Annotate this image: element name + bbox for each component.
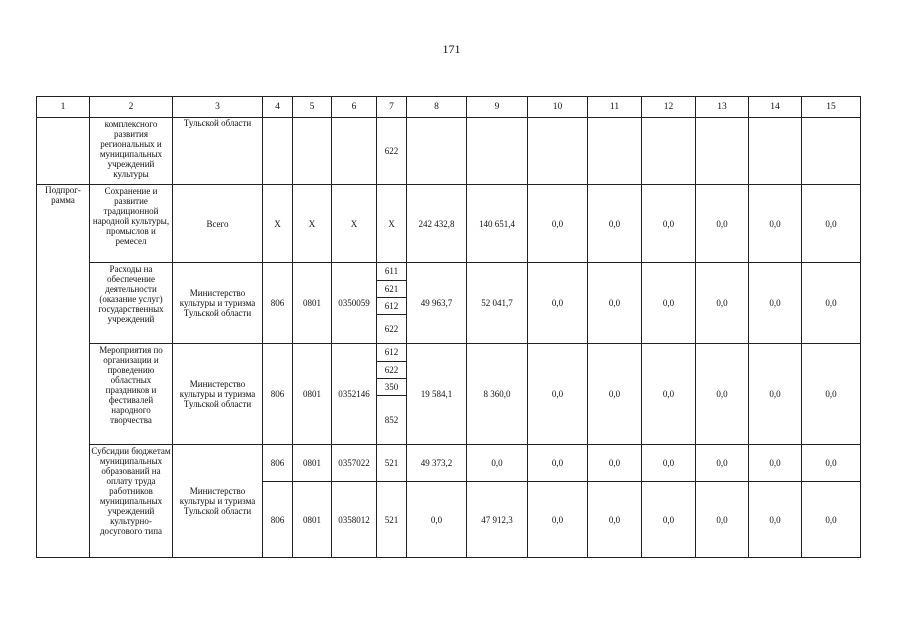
amount-cell: 0,0	[802, 445, 861, 482]
amount-cell: 0,0	[588, 344, 642, 445]
header-cell: 11	[588, 97, 642, 118]
amount-cell: 0,0	[696, 482, 749, 558]
table-row	[37, 263, 861, 344]
amount-cell: 0,0	[696, 263, 749, 344]
header-cell: 3	[173, 97, 263, 118]
amount-cell: 52 041,7	[467, 263, 528, 344]
table-cell	[293, 118, 332, 185]
page-number: 171	[442, 42, 461, 56]
amount-cell: 0,0	[588, 445, 642, 482]
subprogram-label-cell: Подпрог- рамма	[37, 185, 90, 558]
amount-cell: 0,0	[749, 263, 802, 344]
table-cell	[802, 118, 861, 185]
agency-cell: Министерство культуры и туризма Тульской области	[173, 344, 263, 445]
table-cell: Х	[293, 185, 332, 263]
agency-cell: Всего	[173, 185, 263, 263]
header-cell: 12	[642, 97, 696, 118]
amount-cell: 0,0	[802, 482, 861, 558]
amount-cell: 0,0	[588, 482, 642, 558]
table-cell: 806	[263, 263, 293, 344]
table-cell	[263, 118, 293, 185]
table-cell	[528, 118, 588, 185]
code-cell: 622	[377, 118, 407, 185]
table-cell: 806	[263, 445, 293, 482]
table-cell: Х	[332, 185, 377, 263]
header-cell: 9	[467, 97, 528, 118]
amount-cell: 0,0	[407, 482, 467, 558]
code-value: 350	[377, 379, 406, 396]
amount-cell: 0,0	[749, 445, 802, 482]
amount-cell: 0,0	[802, 263, 861, 344]
table-cell: 0358012	[332, 482, 377, 558]
amount-cell: 0,0	[749, 185, 802, 263]
code-stack-cell	[377, 344, 407, 445]
header-cell: 14	[749, 97, 802, 118]
table-cell: 0801	[293, 445, 332, 482]
header-cell: 13	[696, 97, 749, 118]
code-stack-cell	[377, 263, 407, 344]
amount-cell: 49 963,7	[407, 263, 467, 344]
amount-cell: 49 373,2	[407, 445, 467, 482]
amount-cell: 0,0	[749, 344, 802, 445]
agency-cell: Министерство культуры и туризма Тульской области	[173, 263, 263, 344]
table-cell	[642, 118, 696, 185]
agency-cell: Министерство культуры и туризма Тульской области	[173, 445, 263, 558]
code-value: 612	[377, 298, 406, 315]
table-cell	[749, 118, 802, 185]
table-row	[37, 118, 861, 185]
table-row	[37, 185, 861, 263]
code-value: 621	[377, 281, 406, 298]
table-cell: Х	[263, 185, 293, 263]
table-cell: 0801	[293, 344, 332, 445]
header-cell: 7	[377, 97, 407, 118]
table-cell	[467, 118, 528, 185]
table-cell: 0357022	[332, 445, 377, 482]
amount-cell: 0,0	[528, 263, 588, 344]
code-value: 612	[377, 344, 406, 362]
code-value: 611	[377, 263, 406, 281]
agency-cell: Тульской области	[173, 118, 263, 185]
amount-cell: 0,0	[528, 482, 588, 558]
amount-cell: 242 432,8	[407, 185, 467, 263]
amount-cell: 8 360,0	[467, 344, 528, 445]
table-cell: 0801	[293, 482, 332, 558]
code-value: 852	[384, 415, 399, 425]
table-row	[37, 445, 861, 482]
code-value: 622	[377, 362, 406, 379]
table-cell	[696, 118, 749, 185]
table-cell: 0352146	[332, 344, 377, 445]
header-cell: 4	[263, 97, 293, 118]
amount-cell: 0,0	[642, 263, 696, 344]
amount-cell: 0,0	[467, 445, 528, 482]
amount-cell: 0,0	[642, 445, 696, 482]
header-cell: 2	[90, 97, 173, 118]
budget-table	[36, 96, 861, 558]
header-cell: 15	[802, 97, 861, 118]
description-cell: Расходы на обеспечение деятельности (оказание услуг) государственных учреждений	[90, 263, 173, 344]
description-cell: комплексного развития региональных и муниципальных учреждений культуры	[90, 118, 173, 185]
header-cell: 5	[293, 97, 332, 118]
code-cell: 521	[377, 445, 407, 482]
amount-cell: 0,0	[696, 185, 749, 263]
amount-cell: 0,0	[696, 445, 749, 482]
table-cell: 0801	[293, 263, 332, 344]
header-cell: 6	[332, 97, 377, 118]
amount-cell: 0,0	[802, 185, 861, 263]
description-cell: Субсидии бюджетам муниципальных образований на оплату труда работников муниципальных учреждений культурно- досугового типа	[90, 445, 173, 558]
table-cell	[332, 118, 377, 185]
table-cell	[37, 118, 90, 185]
header-cell: 8	[407, 97, 467, 118]
header-cell: 1	[37, 97, 90, 118]
header-cell: 10	[528, 97, 588, 118]
amount-cell: 47 912,3	[467, 482, 528, 558]
code-cell: Х	[377, 185, 407, 263]
amount-cell: 19 584,1	[407, 344, 467, 445]
amount-cell: 0,0	[528, 185, 588, 263]
table-cell	[407, 118, 467, 185]
table-cell: 806	[263, 344, 293, 445]
amount-cell: 0,0	[642, 344, 696, 445]
amount-cell: 0,0	[588, 263, 642, 344]
amount-cell: 0,0	[528, 445, 588, 482]
amount-cell: 0,0	[749, 482, 802, 558]
amount-cell: 0,0	[642, 185, 696, 263]
table-cell: 0350059	[332, 263, 377, 344]
amount-cell: 0,0	[588, 185, 642, 263]
description-cell: Мероприятия по организации и проведению областных праздников и фестивалей народного творчества	[90, 344, 173, 445]
amount-cell: 0,0	[528, 344, 588, 445]
table-cell: 806	[263, 482, 293, 558]
code-cell: 521	[377, 482, 407, 558]
amount-cell: 0,0	[696, 344, 749, 445]
table-cell	[588, 118, 642, 185]
amount-cell: 0,0	[802, 344, 861, 445]
amount-cell: 0,0	[642, 482, 696, 558]
code-value: 622	[384, 324, 399, 334]
table-row	[37, 344, 861, 445]
header-row	[37, 97, 861, 118]
description-cell: Сохранение и развитие традиционной народной культуры, промыслов и ремесел	[90, 185, 173, 263]
amount-cell: 140 651,4	[467, 185, 528, 263]
